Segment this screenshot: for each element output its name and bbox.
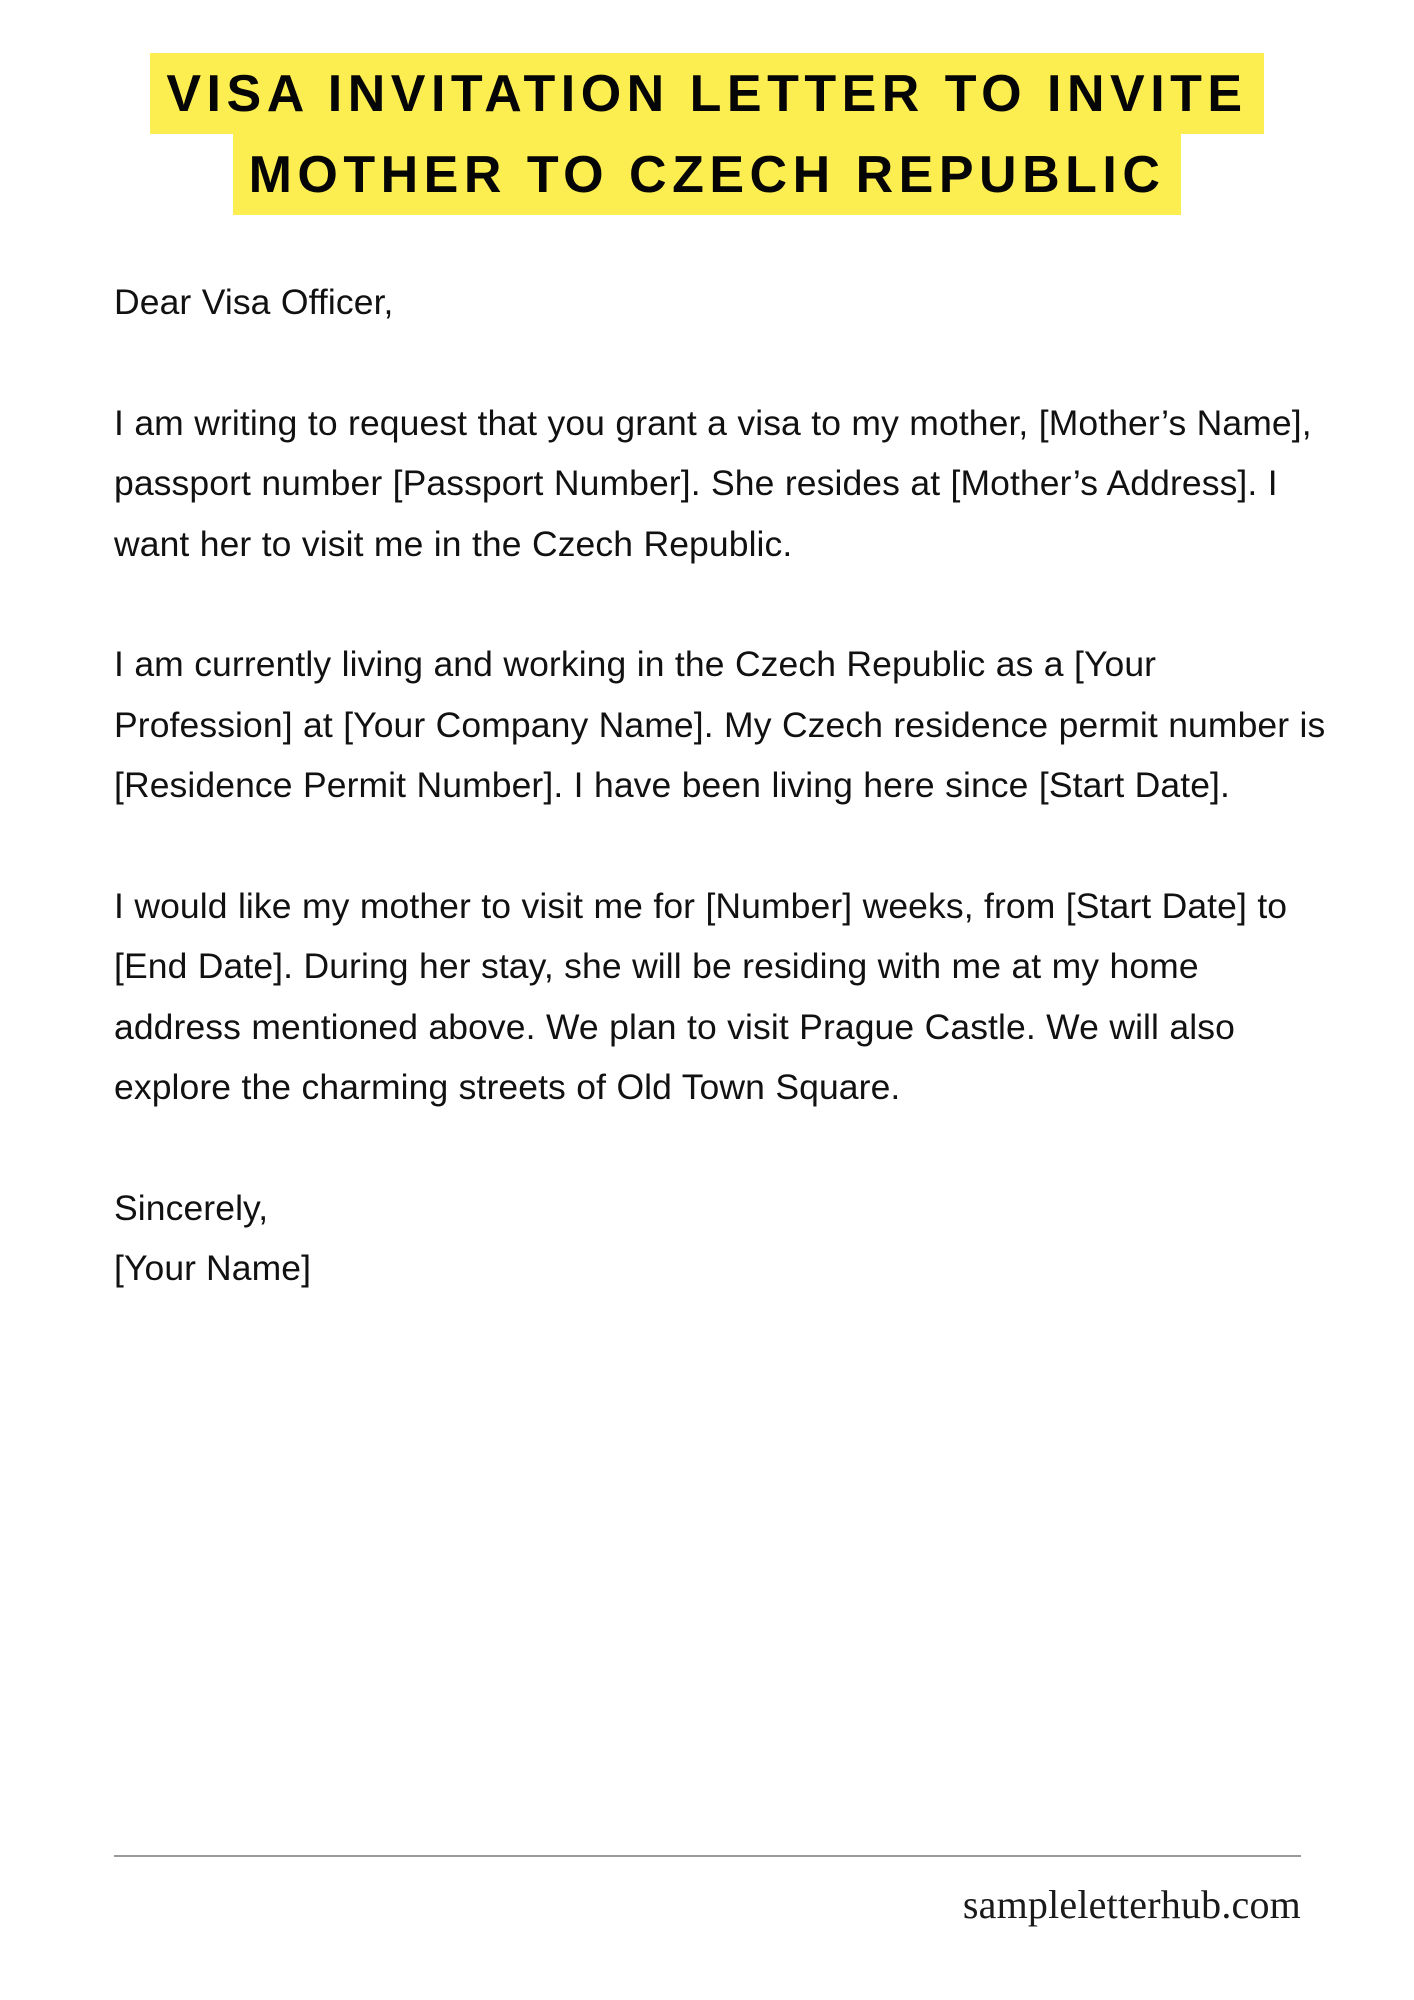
letter-signature: [Your Name] (114, 1248, 312, 1288)
letter-closing: Sincerely, (114, 1187, 269, 1228)
letter-greeting: Dear Visa Officer, (114, 282, 394, 322)
letter-paragraph-1: I am writing to request that you grant a visa to my mother, [Mother’s Name], passport number [Passport Number]. She resides at [Mother’s Address]. I want her to visit me in the Czech Republic. (114, 402, 1312, 564)
footer-divider (114, 1855, 1301, 1857)
page-title (0, 54, 1414, 216)
page-title-line-2 (0, 135, 1414, 216)
page-title-line-1 (0, 54, 1414, 135)
letter-paragraph-3: I would like my mother to visit me for [Number] weeks, from [Start Date] to [End Date]. During her stay, she will be residing with me at my home address mentioned above. We plan to visit Prague Castle. We will also explore the charming streets of Old Town Square. (114, 885, 1288, 1107)
footer-website: sampleletterhub.com (962, 1882, 1301, 1927)
letter-body (114, 272, 1326, 1299)
page-title-line-2-text: MOTHER TO CZECH REPUBLIC (233, 134, 1182, 215)
letter-paragraph-2: I am currently living and working in the Czech Republic as a [Your Profession] at [Your Company Name]. My Czech residence permit number is [Residence Permit Number]. I have been living here since [Start Date]. (114, 644, 1326, 805)
page-title-line-1-text: VISA INVITATION LETTER TO INVITE (150, 53, 1263, 134)
